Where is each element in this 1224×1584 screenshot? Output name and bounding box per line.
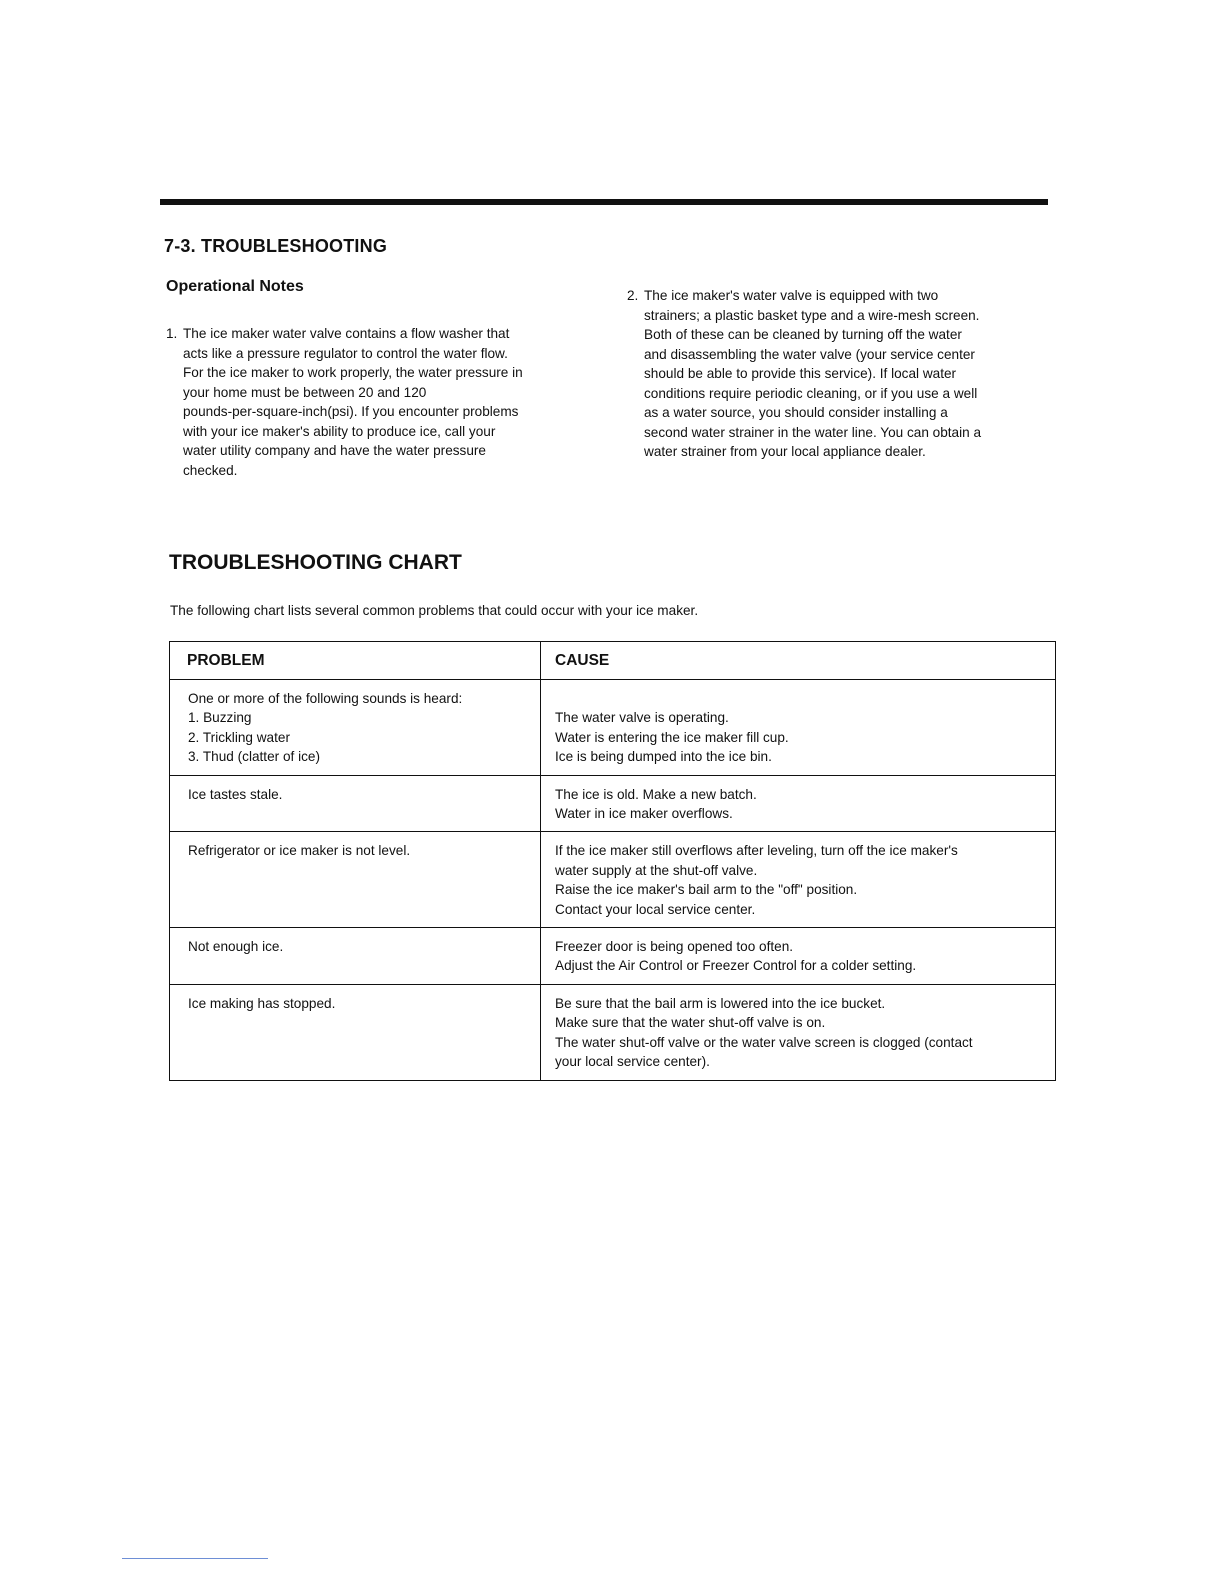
bottom-link-underline: [122, 1558, 268, 1559]
cause-line: [555, 689, 1045, 708]
table-row: [170, 984, 1056, 1080]
note-text: [644, 286, 1047, 462]
cause-line: Be sure that the bail arm is lowered into the ice bucket.: [555, 995, 886, 1011]
note-line: strainers; a plastic basket type and a wire-mesh screen.: [644, 307, 980, 323]
table-row: [170, 775, 1056, 832]
note-line: and disassembling the water valve (your service center: [644, 346, 975, 362]
cause-line: Ice is being dumped into the ice bin.: [555, 749, 772, 765]
table-row: [170, 928, 1056, 985]
cause-line: Freezer door is being opened too often.: [555, 939, 794, 955]
top-horizontal-rule: [160, 199, 1048, 205]
note-number: 2.: [627, 288, 639, 303]
cause-line: Water in ice maker overflows.: [555, 806, 733, 822]
table-header-row: [170, 642, 1056, 680]
operational-notes-heading: Operational Notes: [166, 278, 304, 295]
problem-cell: [170, 680, 541, 776]
chart-intro-text: The following chart lists several common problems that could occur with your ice maker.: [170, 603, 699, 618]
problem-column-header: PROBLEM: [170, 642, 541, 680]
note-line: For the ice maker to work properly, the water pressure in: [183, 365, 523, 380]
cause-line: Contact your local service center.: [555, 901, 756, 917]
cause-cell: [541, 775, 1056, 832]
operational-note-2: [627, 286, 1047, 462]
note-line: The ice maker water valve contains a flow washer that: [183, 326, 510, 341]
cause-column-header: CAUSE: [541, 642, 1056, 680]
cause-line: your local service center).: [555, 1054, 710, 1070]
note-number: 1.: [166, 326, 178, 341]
section-title: 7-3. TROUBLESHOOTING: [164, 236, 388, 256]
note-line: with your ice maker's ability to produce ice, call your: [183, 423, 496, 439]
cause-line: The water valve is operating.: [555, 710, 729, 726]
table-row: [170, 680, 1056, 776]
troubleshooting-table: [169, 641, 1056, 1081]
note-line: your home must be between 20 and 120: [183, 384, 427, 400]
cause-cell: [541, 984, 1056, 1080]
cause-cell: [541, 680, 1056, 776]
note-line: acts like a pressure regulator to control the water flow.: [183, 345, 508, 361]
problem-cell: [170, 832, 541, 928]
note-line: The ice maker's water valve is equipped with two: [644, 288, 939, 303]
problem-cell: [170, 928, 541, 985]
cause-line: The water shut-off valve or the water valve screen is clogged (contact: [555, 1034, 973, 1050]
problem-cell: [170, 984, 541, 1080]
problem-line: One or more of the following sounds is heard:: [188, 691, 463, 706]
operational-note-1: [166, 324, 586, 480]
note-line: water utility company and have the water pressure: [183, 443, 486, 458]
note-line: checked.: [183, 462, 238, 478]
note-line: second water strainer in the water line. You can obtain a: [644, 424, 982, 440]
problem-line: 2. Trickling water: [188, 729, 290, 745]
note-line: Both of these can be cleaned by turning off the water: [644, 327, 962, 342]
note-text: [183, 324, 586, 480]
problem-line: 1. Buzzing: [188, 710, 252, 726]
cause-line: Make sure that the water shut-off valve is on.: [555, 1015, 826, 1031]
note-line: should be able to provide this service). If local water: [644, 366, 957, 381]
cause-line: water supply at the shut-off valve.: [555, 862, 758, 878]
problem-line: Refrigerator or ice maker is not level.: [188, 843, 411, 859]
table-row: [170, 832, 1056, 928]
troubleshooting-chart-title: TROUBLESHOOTING CHART: [169, 551, 462, 574]
note-line: water strainer from your local appliance dealer.: [644, 444, 926, 459]
cause-line: The ice is old. Make a new batch.: [555, 786, 757, 802]
cause-cell: [541, 928, 1056, 985]
problem-line: Not enough ice.: [188, 939, 284, 955]
cause-line: Raise the ice maker's bail arm to the "off" position.: [555, 882, 858, 898]
note-line: as a water source, you should consider installing a: [644, 405, 948, 420]
cause-line: Adjust the Air Control or Freezer Control for a colder setting.: [555, 958, 917, 974]
problem-line: Ice making has stopped.: [188, 995, 336, 1011]
problem-cell: [170, 775, 541, 832]
cause-line: If the ice maker still overflows after leveling, turn off the ice maker's: [555, 843, 958, 859]
problem-line: Ice tastes stale.: [188, 786, 283, 802]
cause-line: Water is entering the ice maker fill cup.: [555, 729, 789, 745]
note-line: conditions require periodic cleaning, or if you use a well: [644, 385, 978, 401]
cause-cell: [541, 832, 1056, 928]
note-line: pounds-per-square-inch(psi). If you encounter problems: [183, 404, 519, 419]
problem-line: 3. Thud (clatter of ice): [188, 749, 320, 765]
